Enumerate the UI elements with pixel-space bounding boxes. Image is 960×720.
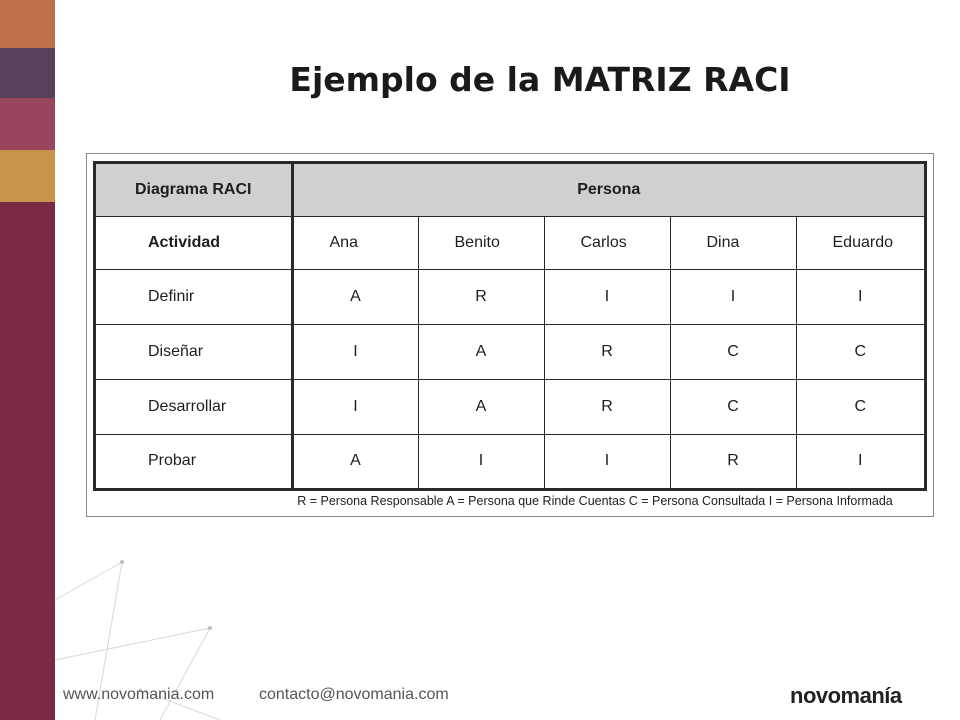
person-header: Benito: [418, 217, 544, 270]
raci-cell: C: [796, 324, 924, 379]
raci-cell: A: [418, 324, 544, 379]
raci-cell: I: [292, 324, 418, 379]
raci-cell: R: [544, 324, 670, 379]
raci-cell: I: [418, 434, 544, 488]
activity-cell: Probar: [96, 434, 292, 488]
footer-website-link[interactable]: www.novomania.com: [63, 686, 215, 703]
table-row: [96, 270, 924, 325]
corner-header: Diagrama RACI: [96, 164, 292, 217]
person-header: Eduardo: [796, 217, 924, 270]
raci-table-border: [93, 161, 927, 491]
raci-cell: C: [670, 324, 796, 379]
activity-header: Actividad: [96, 217, 292, 270]
raci-cell: C: [796, 379, 924, 434]
table-row: [96, 379, 924, 434]
raci-legend: R = Persona Responsable A = Persona que Rinde Cuentas C = Persona Consultada I = Persona Informada: [297, 494, 893, 508]
raci-table-image: [86, 153, 934, 517]
raci-cell: I: [796, 270, 924, 325]
table-row: [96, 434, 924, 488]
raci-cell: I: [292, 379, 418, 434]
table-header-row: [96, 164, 924, 217]
activity-cell: Definir: [96, 270, 292, 325]
raci-cell: A: [292, 434, 418, 488]
table-row: [96, 324, 924, 379]
person-header: Carlos: [544, 217, 670, 270]
raci-cell: I: [796, 434, 924, 488]
person-header: Ana: [292, 217, 418, 270]
footer-email-link[interactable]: contacto@novomania.com: [259, 686, 449, 703]
raci-cell: R: [418, 270, 544, 325]
raci-cell: A: [418, 379, 544, 434]
activity-cell: Diseñar: [96, 324, 292, 379]
people-header-row: [96, 217, 924, 270]
raci-cell: I: [544, 270, 670, 325]
raci-cell: R: [670, 434, 796, 488]
persona-group-header: Persona: [292, 164, 924, 217]
raci-cell: I: [670, 270, 796, 325]
activity-cell: Desarrollar: [96, 379, 292, 434]
raci-cell: R: [544, 379, 670, 434]
page-title: Ejemplo de la MATRIZ RACI: [289, 60, 791, 99]
raci-cell: C: [670, 379, 796, 434]
novomania-logo: novomanía: [790, 683, 902, 708]
person-header: Dina: [670, 217, 796, 270]
raci-table: [96, 164, 924, 488]
raci-cell: I: [544, 434, 670, 488]
raci-cell: A: [292, 270, 418, 325]
